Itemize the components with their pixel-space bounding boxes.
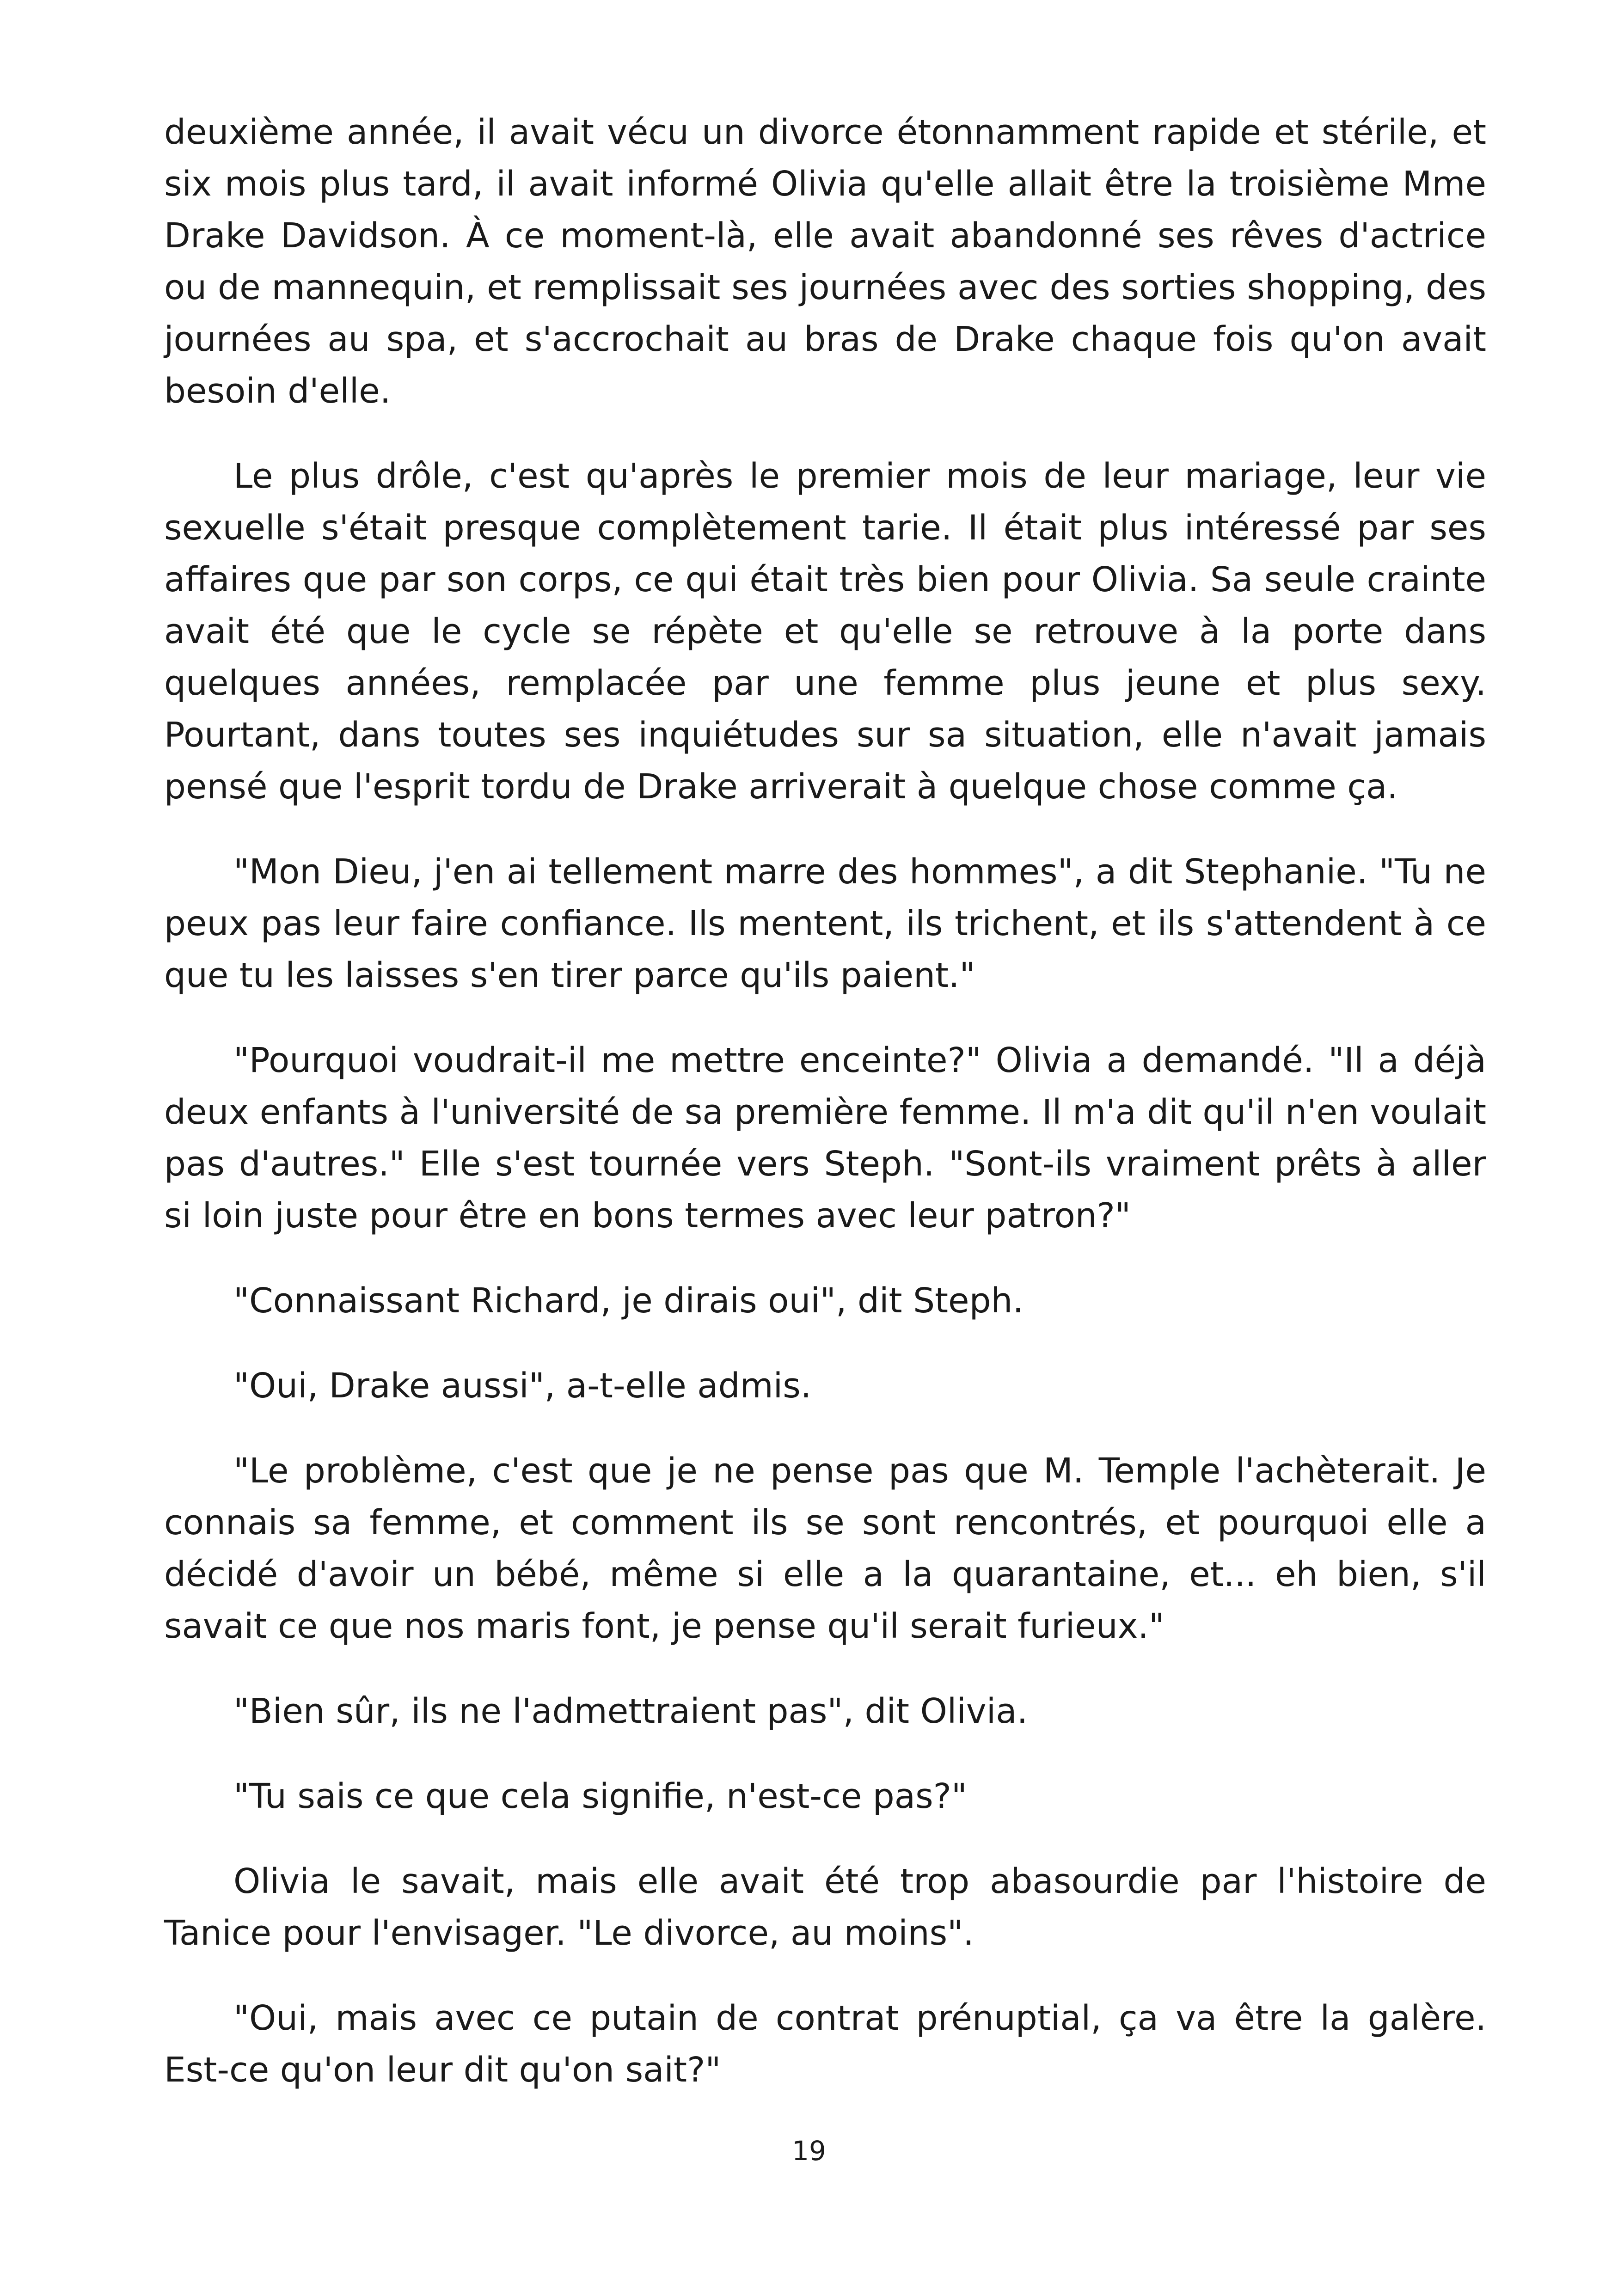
paragraph-8: "Bien sûr, ils ne l'admettraient pas", dit Olivia. (233, 1691, 1028, 1731)
paragraph-10: Olivia le savait, mais elle avait été trop abasourdie par l'histoire de Tanice pour l'envisager. "Le divorce, au moins". (164, 1861, 1486, 1953)
paragraph-6: "Oui, Drake aussi", a-t-elle admis. (233, 1366, 812, 1406)
paragraph-7: "Le problème, c'est que je ne pense pas que M. Temple l'achèterait. Je connais sa femme, et comment ils se sont rencontrés, et pourquoi elle a décidé d'avoir un bébé, même si elle a la quarantaine, et... eh bien, s'il savait ce que nos maris font, je pense qu'il serait furieux." (164, 1451, 1486, 1646)
paragraph-4: "Pourquoi voudrait-il me mettre enceinte?" Olivia a demandé. "Il a déjà deux enfants à l'université de sa première femme. Il m'a dit qu'il n'en voulait pas d'autres." Elle s'est tournée vers Steph. "Sont-ils vraiment prêts à aller si loin juste pour être en bons termes avec leur patron?" (164, 1041, 1486, 1236)
paragraph-3: "Mon Dieu, j'en ai tellement marre des hommes", a dit Stephanie. "Tu ne peux pas leur faire confiance. Ils mentent, ils trichent, et ils s'attendent à ce que tu les laisses s'en tirer parce qu'ils paient." (164, 852, 1486, 995)
paragraph-9: "Tu sais ce que cela signifie, n'est-ce pas?" (233, 1776, 967, 1816)
page-body-text (164, 106, 1486, 2129)
paragraph-1: deuxième année, il avait vécu un divorce étonnamment rapide et stérile, et six mois plus tard, il avait informé Olivia qu'elle allait être la troisième Mme Drake Davidson. À ce moment-là, elle avait abandonné ses rêves d'actrice ou de mannequin, et remplissait ses journées avec des sorties shopping, des journées au spa, et s'accrochait au bras de Drake chaque fois qu'on avait besoin d'elle. (164, 112, 1486, 411)
page-number: 19 (792, 2135, 826, 2167)
paragraph-2: Le plus drôle, c'est qu'après le premier mois de leur mariage, leur vie sexuelle s'était presque complètement tarie. Il était plus intéressé par ses affaires que par son corps, ce qui était très bien pour Olivia. Sa seule crainte avait été que le cycle se répète et qu'elle se retrouve à la porte dans quelques années, remplacée par une femme plus jeune et plus sexy. Pourtant, dans toutes ses inquiétudes sur sa situation, elle n'avait jamais pensé que l'esprit tordu de Drake arriverait à quelque chose comme ça. (164, 456, 1486, 807)
paragraph-11: "Oui, mais avec ce putain de contrat prénuptial, ça va être la galère. Est-ce qu'on leur dit qu'on sait?" (164, 1998, 1486, 2090)
paragraph-5: "Connaissant Richard, je dirais oui", dit Steph. (233, 1281, 1024, 1321)
